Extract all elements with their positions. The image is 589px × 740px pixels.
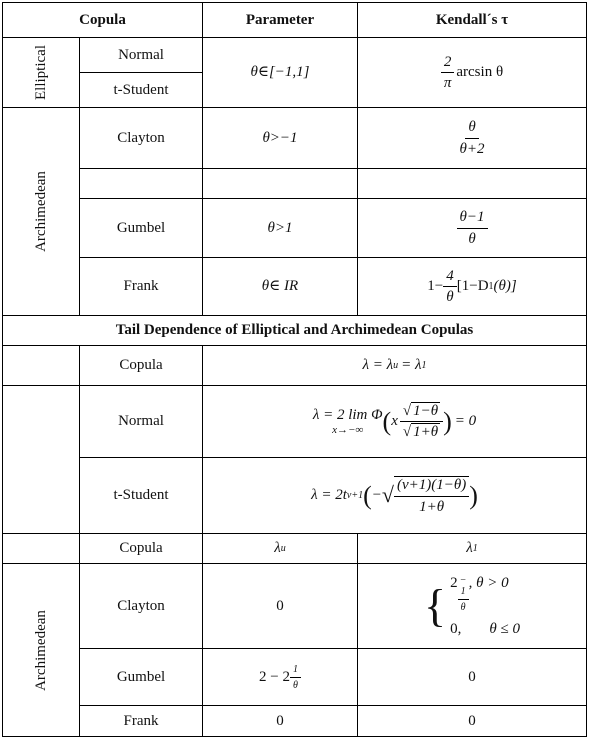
tail-tstudent-formula: λ = 2t ν+1 ( − √ $\frac{(\nu+1)(1-\theta)}{1+\theta}$ ) [311, 477, 478, 515]
gumbel-parameter: θ>1 [267, 219, 293, 236]
frank-parameter: θ∈ IR [261, 278, 299, 295]
frank-tau: 1− $\frac{4}{\theta}$ [1−D 1 (θ)] [427, 267, 517, 305]
tail-row-frank: Frank [123, 712, 159, 729]
lambda-u-header: λ u [274, 540, 286, 557]
tail-lambda-equation: λ = λ u = λ 1 [362, 357, 427, 374]
gumbel-lambda-u: 2 − 2 $\frac{1}{\theta}$ [203, 649, 357, 705]
frank-lambda-u: 0 [276, 712, 284, 729]
lambda-1-header: λ 1 [466, 540, 478, 557]
rule [79, 168, 587, 169]
header-kendall-tau: Kendall´s τ [435, 11, 509, 28]
elliptical-parameter: θ∈[−1,1] [250, 64, 310, 81]
row-normal: Normal [118, 46, 164, 63]
tail-dependence-title: Tail Dependence of Elliptical and Archimedean Copulas [115, 322, 474, 339]
row-frank: Frank [123, 278, 159, 295]
clayton-lambda-u: 0 [276, 597, 284, 614]
clayton-lambda-1: { 2 $^{- \frac{1}{\theta}}$ , θ > 0 0, θ ≤ 0 [424, 574, 520, 637]
tail-row-tstudent: t-Student [113, 487, 169, 504]
tail-row-gumbel: Gumbel [116, 668, 166, 685]
row-clayton: Clayton [117, 129, 165, 146]
row-tstudent: t-Student [113, 81, 169, 98]
tail-normal-formula: λ = 2 lim Φ x→−∞ ( x $\frac{√ 1-\theta}{√ 1+\theta}$ ) = 0 [312, 402, 477, 440]
elliptical-tau: $\frac{2}{\pi}$ arcsin θ [358, 38, 586, 107]
row-gumbel: Gumbel [116, 219, 166, 236]
tail-row-clayton: Clayton [117, 597, 165, 614]
elliptical-label: Elliptical [32, 45, 49, 100]
archimedean-label-bottom: Archimedean [32, 609, 49, 691]
gumbel-tau: $\frac{\theta-1}{\theta}$ [358, 199, 586, 257]
header-copula: Copula [79, 11, 126, 28]
frank-lambda-1: 0 [468, 712, 476, 729]
tail-copula-header: Copula [119, 357, 163, 374]
gumbel-lambda-1: 0 [468, 668, 476, 685]
rule [586, 2, 587, 737]
rule [2, 736, 587, 737]
archimedean-label-top: Archimedean [32, 171, 49, 252]
clayton-tau: $\frac{\theta}{\theta+2}$ [459, 119, 485, 157]
tail-row-normal: Normal [118, 413, 164, 430]
tail-copula-header-2: Copula [119, 540, 163, 557]
header-parameter: Parameter [245, 11, 315, 28]
clayton-parameter: θ>−1 [262, 129, 298, 146]
